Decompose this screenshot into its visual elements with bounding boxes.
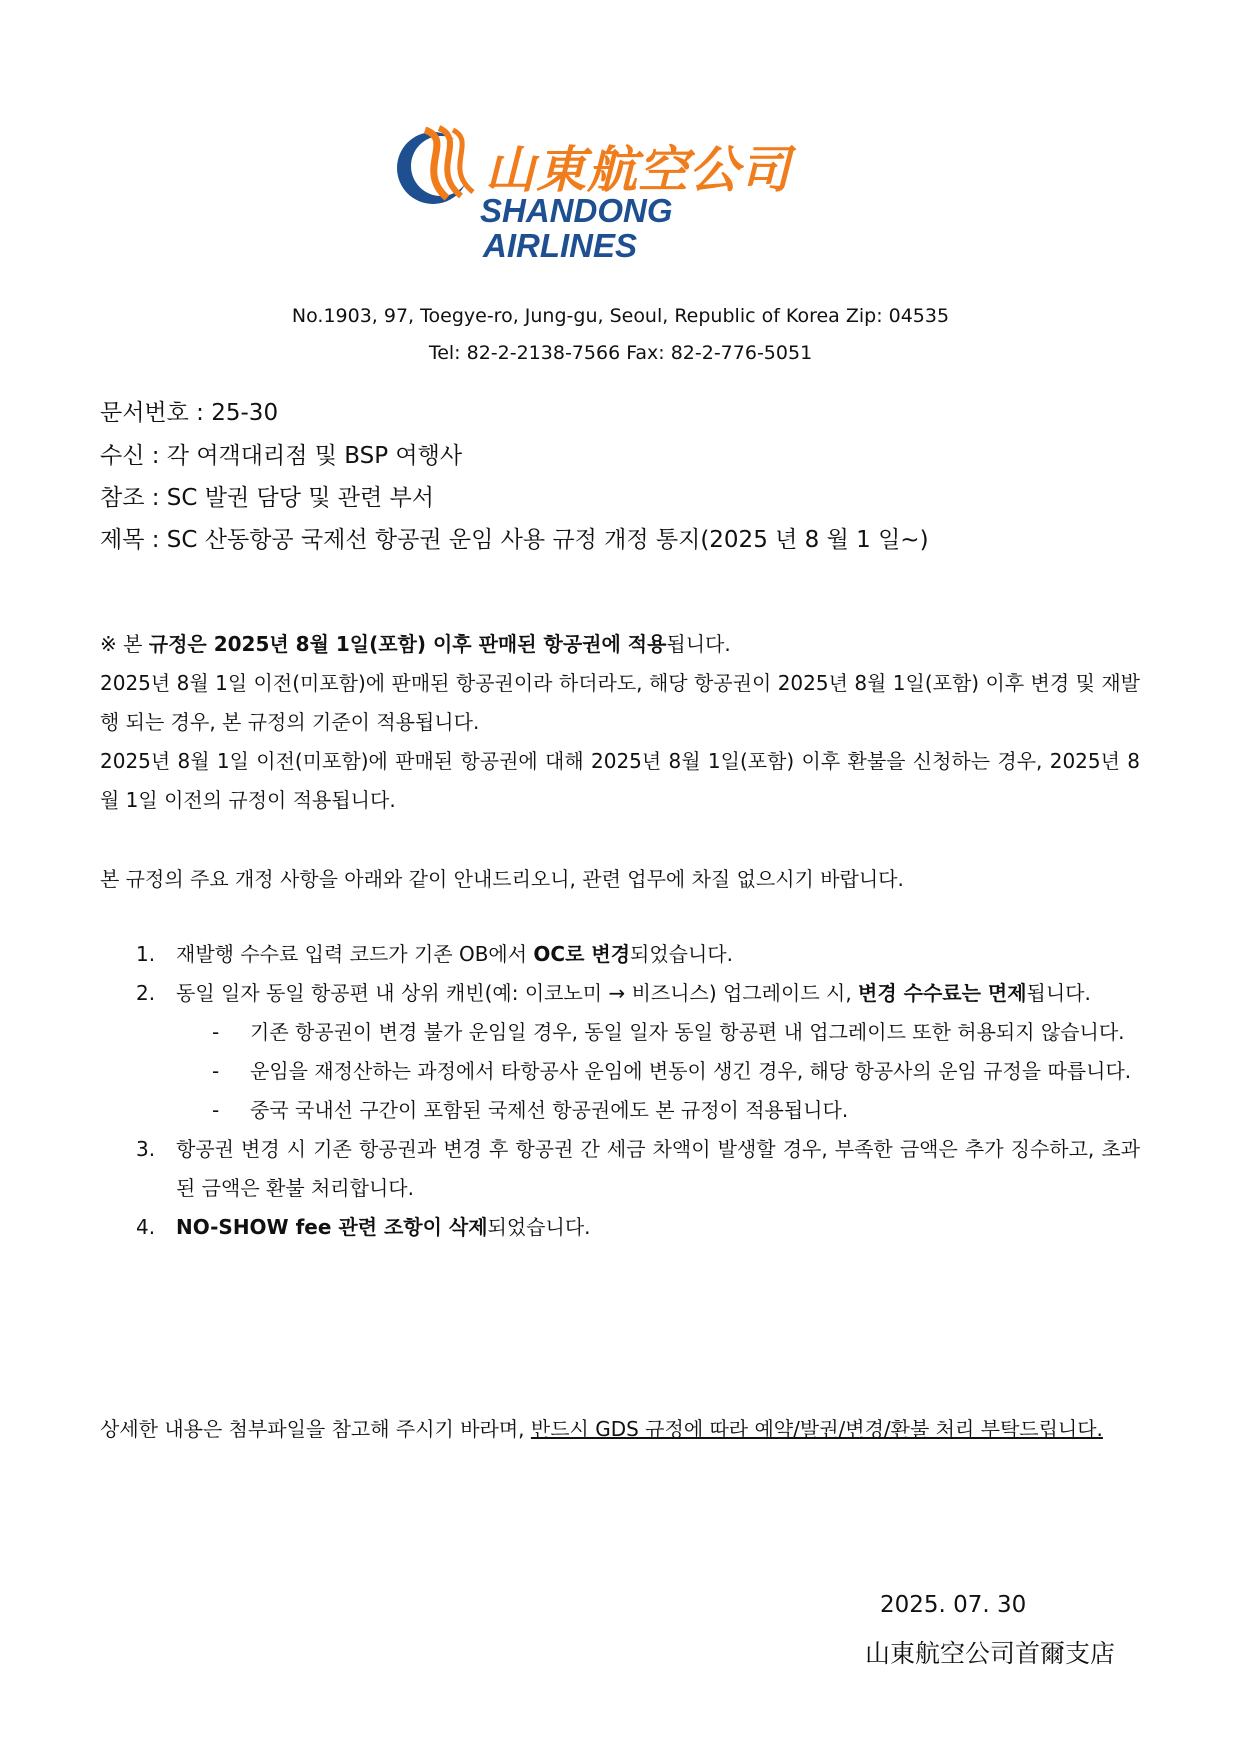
sub-list-bullet: - [212, 1020, 220, 1044]
sub-list-item [100, 1052, 1140, 1091]
logo-chinese-name: 山東航空公司 [485, 141, 791, 199]
intro-paragraph: 본 규정의 주요 개정 사항을 아래와 같이 안내드리오니, 관련 업무에 차질 없으시기 바랍니다. [100, 867, 904, 891]
closing-underlined-text: 반드시 GDS 규정에 따라 예약/발권/변경/환불 처리 부탁드립니다. [530, 1417, 1103, 1441]
company-logo [385, 110, 825, 264]
closing-text: 상세한 내용은 첨부파일을 참고해 주시기 바라며, [100, 1417, 531, 1441]
list-number: 3. [136, 1137, 156, 1161]
list-text-end: 되었습니다. [630, 942, 733, 966]
closing-paragraph [100, 1410, 1140, 1449]
sub-list-bullet: - [212, 1098, 220, 1122]
sub-list-item [100, 1013, 1140, 1052]
sub-list-item [100, 1091, 1140, 1130]
sub-list-text: 운임을 재정산하는 과정에서 타항공사 운임에 변동이 생긴 경우, 해당 항공사의 운임 규정을 따릅니다. [250, 1059, 1132, 1083]
company-contact: Tel: 82-2-2138-7566 Fax: 82-2-776-5051 [428, 342, 813, 364]
logo-english-line1: SHANDONG [480, 192, 673, 229]
list-text: 동일 일자 동일 항공편 내 상위 캐빈(예: 이코노미 → 비즈니스) 업그레이드 시, [176, 981, 859, 1005]
company-address: No.1903, 97, Toegye-ro, Jung-gu, Seoul, Republic of Korea Zip: 04535 [291, 305, 950, 327]
reference-line: 참조 : SC 발권 담당 및 관련 부서 [100, 485, 434, 511]
notice-paragraph-2: 2025년 8월 1일 이전(미포함)에 판매된 항공권이라 하더라도, 해당 항공권이 2025년 8월 1일(포함) 이후 변경 및 재발행 되는 경우, 본 규정의 기준이 적용됩니다. [100, 671, 1140, 734]
subject-line: 제목 : SC 산동항공 국제선 항공권 운임 사용 규정 개정 통지(2025 년 8 월 1 일~) [100, 527, 929, 553]
logo-english-line2: AIRLINES [483, 227, 638, 264]
sub-list-text: 기존 항공권이 변경 불가 운임일 경우, 동일 일자 동일 항공편 내 업그레이드 또한 허용되지 않습니다. [250, 1020, 1125, 1044]
notice-suffix: 됩니다. [666, 632, 731, 656]
notice-paragraph-3: 2025년 8월 1일 이전(미포함)에 판매된 항공권에 대해 2025년 8월 1일(포함) 이후 환불을 신청하는 경우, 2025년 8월 1일 이전의 규정이 적용됩니다. [100, 749, 1140, 812]
list-emphasis: 변경 수수료는 면제 [858, 981, 1027, 1005]
sub-list-bullet: - [212, 1059, 220, 1083]
list-text: 재발행 수수료 입력 코드가 기존 OB에서 [176, 942, 534, 966]
notice-prefix: ※ 본 [100, 632, 149, 656]
logo-emblem-icon [385, 110, 485, 260]
notice-block [100, 625, 1140, 820]
notice-emphasis: 규정은 2025년 8월 1일(포함) 이후 판매된 항공권에 적용 [148, 632, 667, 656]
document-number: 문서번호 : 25-30 [100, 400, 279, 426]
list-emphasis: NO-SHOW fee 관련 조항이 삭제 [176, 1215, 488, 1239]
document-date: 2025. 07. 30 [880, 1592, 1027, 1618]
list-item [100, 1130, 1140, 1208]
list-item [100, 974, 1140, 1013]
list-text: 항공권 변경 시 기존 항공권과 변경 후 항공권 간 세금 차액이 발생할 경우, 부족한 금액은 추가 징수하고, 초과된 금액은 환불 처리합니다. [176, 1137, 1140, 1200]
list-text-end: 됩니다. [1026, 981, 1091, 1005]
list-item [100, 1208, 1140, 1247]
list-emphasis: OC로 변경 [533, 942, 631, 966]
notice-paragraph-1 [100, 625, 1140, 664]
list-text-end: 되었습니다. [487, 1215, 591, 1239]
list-number: 1. [136, 942, 156, 966]
list-item [100, 935, 1140, 974]
recipient-line: 수신 : 각 여객대리점 및 BSP 여행사 [100, 443, 463, 469]
sub-list-text: 중국 국내선 구간이 포함된 국제선 항공권에도 본 규정이 적용됩니다. [250, 1098, 849, 1122]
list-number: 2. [136, 981, 156, 1005]
issuer-signature: 山東航空公司首爾支店 [865, 1639, 1116, 1668]
list-number: 4. [136, 1215, 156, 1239]
revision-list [100, 935, 1140, 1247]
